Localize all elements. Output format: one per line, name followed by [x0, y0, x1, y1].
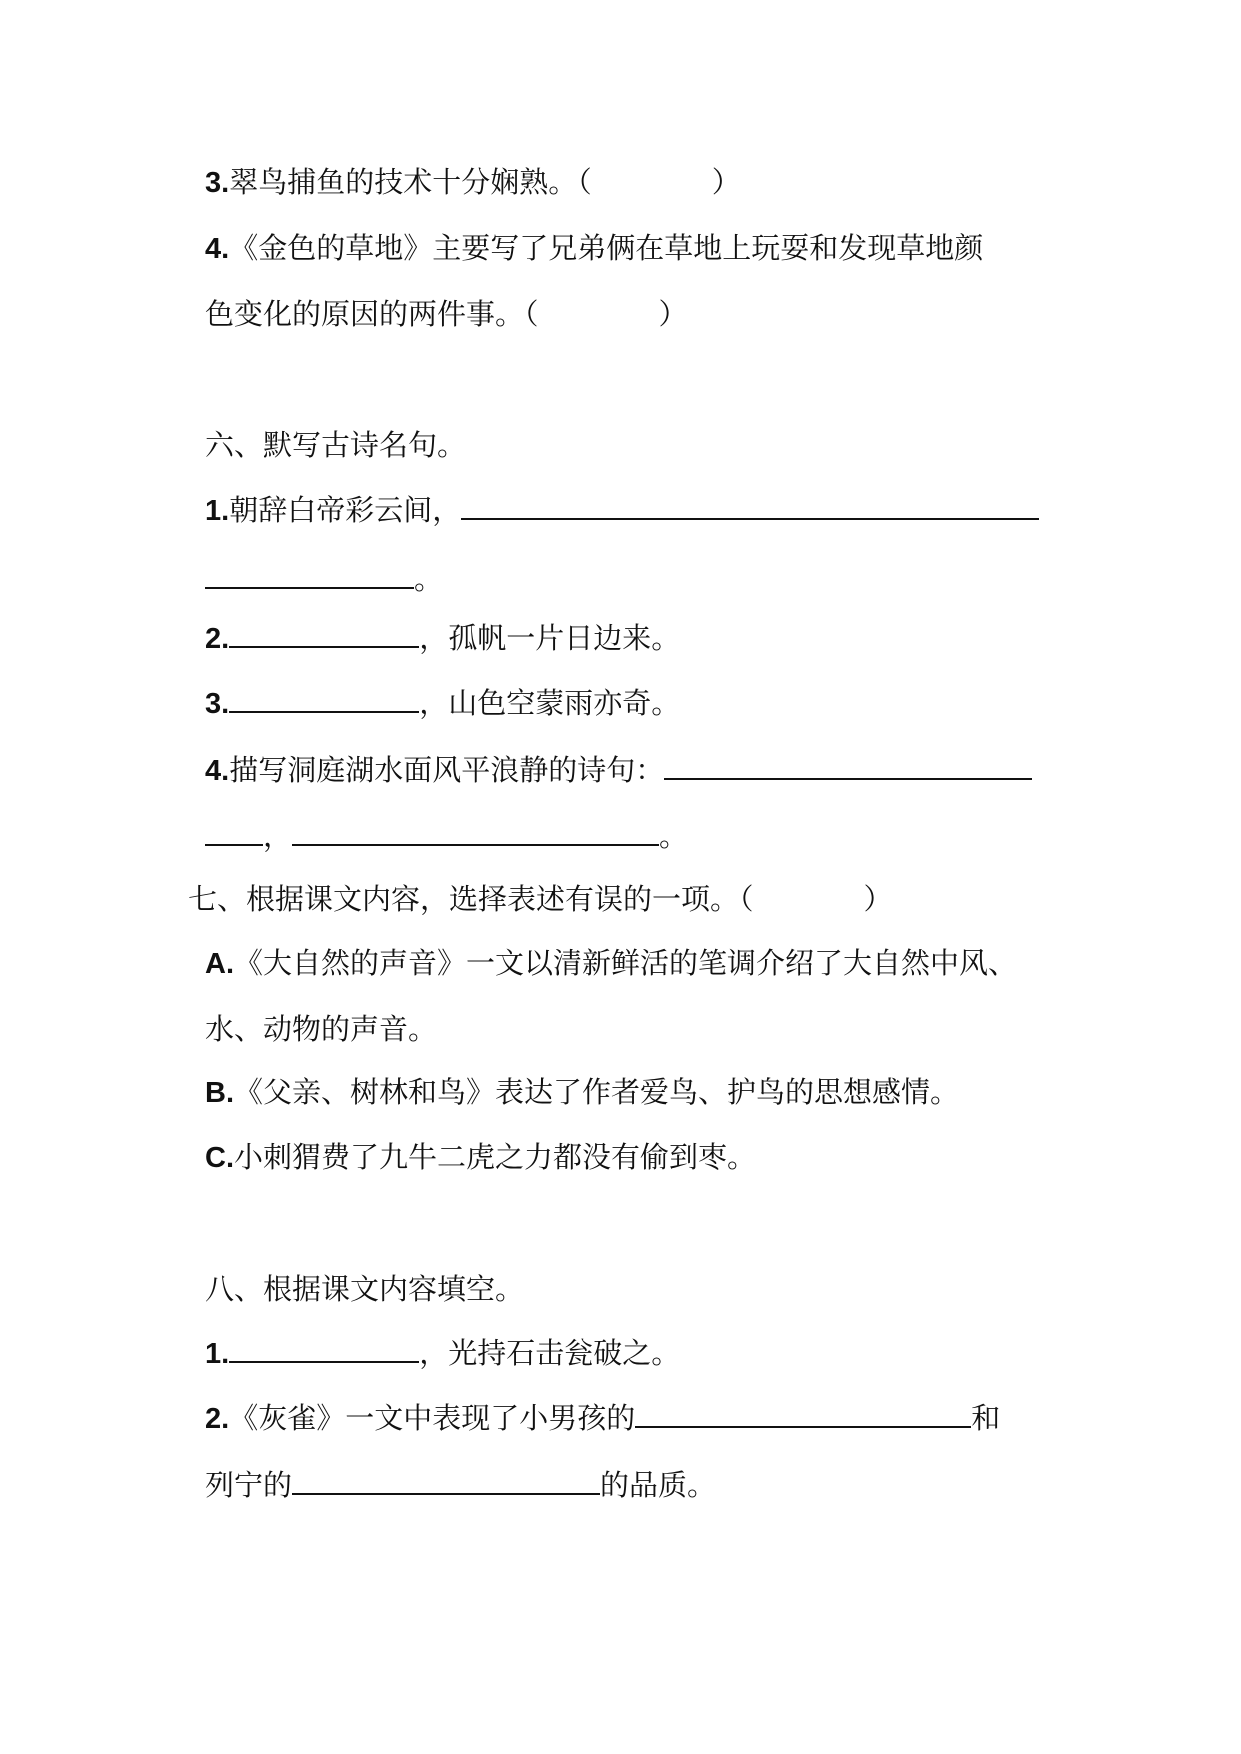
q-text: 列宁的	[205, 1468, 293, 1502]
s7-option-a	[205, 945, 1017, 982]
answer-blank[interactable]	[205, 818, 263, 846]
q-text: ，山色空蒙雨亦奇。	[419, 686, 681, 720]
s6-q4	[205, 752, 1032, 789]
answer-blank[interactable]	[205, 561, 414, 589]
s6-q4-cont	[205, 818, 688, 854]
s7-option-b	[205, 1074, 959, 1111]
answer-blank[interactable]	[229, 685, 419, 713]
comma: ，	[263, 819, 293, 853]
q-text: 翠鸟捕鱼的技术十分娴熟。（	[229, 165, 592, 199]
answer-blank[interactable]	[664, 752, 1032, 780]
s8-q2	[205, 1400, 1000, 1437]
period: 。	[659, 819, 689, 853]
s6-q2	[205, 620, 680, 657]
s5-q4	[205, 230, 983, 267]
s6-q1	[205, 492, 1039, 529]
s7-option-a-cont: 水、动物的声音。	[205, 1012, 438, 1046]
option-letter: A.	[205, 948, 234, 980]
paren-close: ）	[863, 882, 893, 916]
answer-blank[interactable]	[229, 620, 419, 648]
q-text: 色变化的原因的两件事。（	[205, 297, 539, 331]
answer-blank[interactable]	[635, 1400, 971, 1428]
section7-title	[188, 881, 893, 917]
q-number: 4.	[205, 233, 230, 265]
q-number: 2.	[205, 1403, 230, 1435]
s8-q1	[205, 1335, 680, 1372]
q-number: 1.	[205, 495, 230, 527]
q-text: ，光持石击瓮破之。	[419, 1336, 681, 1370]
answer-blank[interactable]	[229, 1335, 419, 1363]
s6-q3	[205, 685, 680, 722]
option-text: 《父亲、树林和鸟》表达了作者爱鸟、护鸟的思想感情。	[234, 1075, 960, 1109]
section6-title: 六、默写古诗名句。	[205, 428, 467, 462]
option-text: 《大自然的声音》一文以清新鲜活的笔调介绍了大自然中风、	[234, 946, 1018, 980]
q-text: 的品质。	[600, 1468, 717, 1502]
paren-close: ）	[658, 297, 688, 331]
s5-q3	[205, 164, 741, 201]
q-text: 《金色的草地》主要写了兄弟俩在草地上玩耍和发现草地颜	[229, 231, 984, 265]
s5-q4-cont	[205, 296, 688, 332]
conjunction: 和	[971, 1401, 1001, 1435]
s7-option-c	[205, 1139, 756, 1176]
q-text: 描写洞庭湖水面风平浪静的诗句：	[229, 753, 665, 787]
s6-q1-cont	[205, 561, 443, 597]
q-number: 4.	[205, 755, 230, 787]
option-letter: B.	[205, 1077, 234, 1109]
s8-q2-cont	[205, 1467, 716, 1503]
q-number: 1.	[205, 1338, 230, 1370]
answer-blank[interactable]	[292, 818, 659, 846]
section-title: 七、根据课文内容，选择表述有误的一项。（	[188, 882, 754, 916]
q-number: 2.	[205, 623, 230, 655]
paren-close: ）	[711, 165, 741, 199]
option-letter: C.	[205, 1142, 234, 1174]
q-text: 《灰雀》一文中表现了小男孩的	[229, 1401, 636, 1435]
section8-title: 八、根据课文内容填空。	[205, 1272, 525, 1306]
q-number: 3.	[205, 688, 230, 720]
answer-blank[interactable]	[292, 1467, 600, 1495]
period: 。	[414, 562, 444, 596]
q-text: ，孤帆一片日边来。	[419, 621, 681, 655]
q-number: 3.	[205, 167, 230, 199]
answer-blank[interactable]	[461, 492, 1039, 520]
q-text: 朝辞白帝彩云间，	[229, 493, 462, 527]
option-text: 小刺猬费了九牛二虎之力都没有偷到枣。	[234, 1140, 757, 1174]
